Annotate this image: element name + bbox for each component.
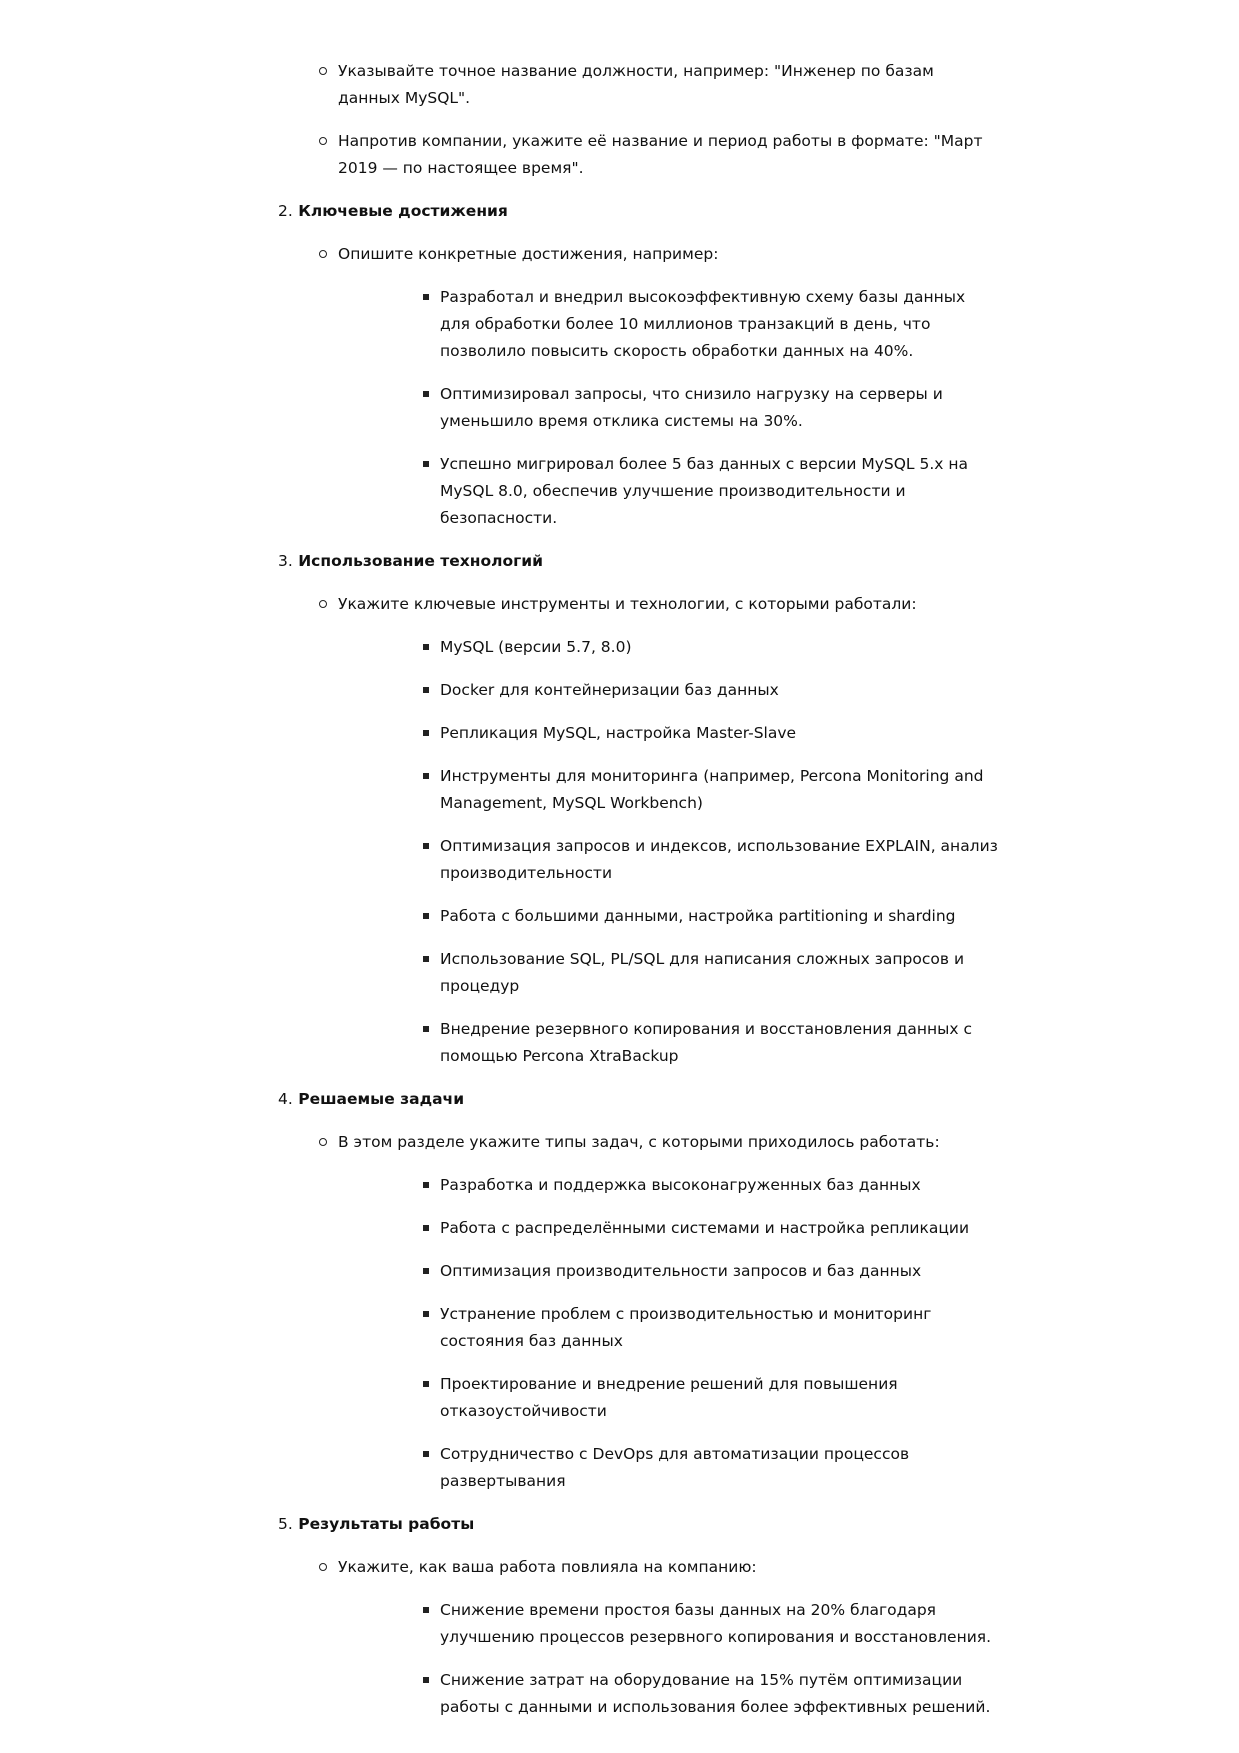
sub-list [338, 284, 998, 532]
list-item [278, 1554, 998, 1721]
section-lead: Укажите ключевые инструменты и технологии, с которыми работали: [338, 595, 917, 613]
sub-list-item: Разработал и внедрил высокоэффективную схему базы данных для обработки более 10 миллионов транзакций в день, что позволило повысить скорость обработки данных на 40%. [338, 284, 998, 365]
list-item [278, 591, 998, 1070]
section-heading [278, 1086, 998, 1113]
section-list [278, 241, 998, 532]
section-title: Использование технологий [298, 552, 543, 570]
section-list [278, 1129, 998, 1495]
section-lead: Укажите, как ваша работа повлияла на компанию: [338, 1558, 757, 1576]
sub-list-item: Docker для контейнеризации баз данных [338, 677, 998, 704]
list-item: Указывайте точное название должности, например: "Инженер по базам данных MySQL". [278, 58, 998, 112]
sub-list-item: Снижение времени простоя базы данных на 20% благодаря улучшению процессов резервного копирования и восстановления. [338, 1597, 998, 1651]
section-number: 3. [278, 552, 293, 570]
sub-list-item: Использование SQL, PL/SQL для написания сложных запросов и процедур [338, 946, 998, 1000]
sub-list-item: Работа с большими данными, настройка partitioning и sharding [338, 903, 998, 930]
sub-list-item: Снижение затрат на оборудование на 15% путём оптимизации работы с данными и использования более эффективных решений. [338, 1667, 998, 1721]
section-lead: Опишите конкретные достижения, например: [338, 245, 719, 263]
section-list [278, 591, 998, 1070]
sub-list-item: Оптимизировал запросы, что снизило нагрузку на серверы и уменьшило время отклика системы на 30%. [338, 381, 998, 435]
section-title: Результаты работы [298, 1515, 475, 1533]
sub-list-item: Оптимизация производительности запросов и баз данных [338, 1258, 998, 1285]
sub-list-item: Внедрение резервного копирования и восстановления данных с помощью Percona XtraBackup [338, 1016, 998, 1070]
section-number: 5. [278, 1515, 293, 1533]
document-body [278, 58, 998, 1737]
sub-list-item: Разработка и поддержка высоконагруженных баз данных [338, 1172, 998, 1199]
list-item: Напротив компании, укажите её название и период работы в формате: "Март 2019 — по настоящее время". [278, 128, 998, 182]
sub-list-item: Работа с распределёнными системами и настройка репликации [338, 1215, 998, 1242]
section-heading [278, 1511, 998, 1538]
numbered-section [278, 1511, 998, 1721]
intro-list [278, 58, 998, 182]
sub-list [338, 1172, 998, 1495]
section-number: 4. [278, 1090, 293, 1108]
sub-list [338, 1597, 998, 1721]
section-number: 2. [278, 202, 293, 220]
section-heading [278, 548, 998, 575]
section-heading [278, 198, 998, 225]
list-item [278, 241, 998, 532]
sub-list [338, 634, 998, 1070]
sub-list-item: Репликация MySQL, настройка Master-Slave [338, 720, 998, 747]
sub-list-item: Инструменты для мониторинга (например, Percona Monitoring and Management, MySQL Workbench) [338, 763, 998, 817]
section-title: Решаемые задачи [298, 1090, 465, 1108]
sub-list-item: Сотрудничество с DevOps для автоматизации процессов развертывания [338, 1441, 998, 1495]
section-title: Ключевые достижения [298, 202, 508, 220]
sub-list-item: Устранение проблем с производительностью и мониторинг состояния баз данных [338, 1301, 998, 1355]
numbered-section [278, 548, 998, 1070]
sub-list-item: Оптимизация запросов и индексов, использование EXPLAIN, анализ производительности [338, 833, 998, 887]
sub-list-item: MySQL (версии 5.7, 8.0) [338, 634, 998, 661]
numbered-sections [278, 198, 998, 1721]
sub-list-item: Успешно мигрировал более 5 баз данных с версии MySQL 5.x на MySQL 8.0, обеспечив улучшение производительности и безопасности. [338, 451, 998, 532]
list-item [278, 1129, 998, 1495]
sub-list-item: Проектирование и внедрение решений для повышения отказоустойчивости [338, 1371, 998, 1425]
section-lead: В этом разделе укажите типы задач, с которыми приходилось работать: [338, 1133, 940, 1151]
section-list [278, 1554, 998, 1721]
numbered-section [278, 1086, 998, 1495]
numbered-section [278, 198, 998, 532]
